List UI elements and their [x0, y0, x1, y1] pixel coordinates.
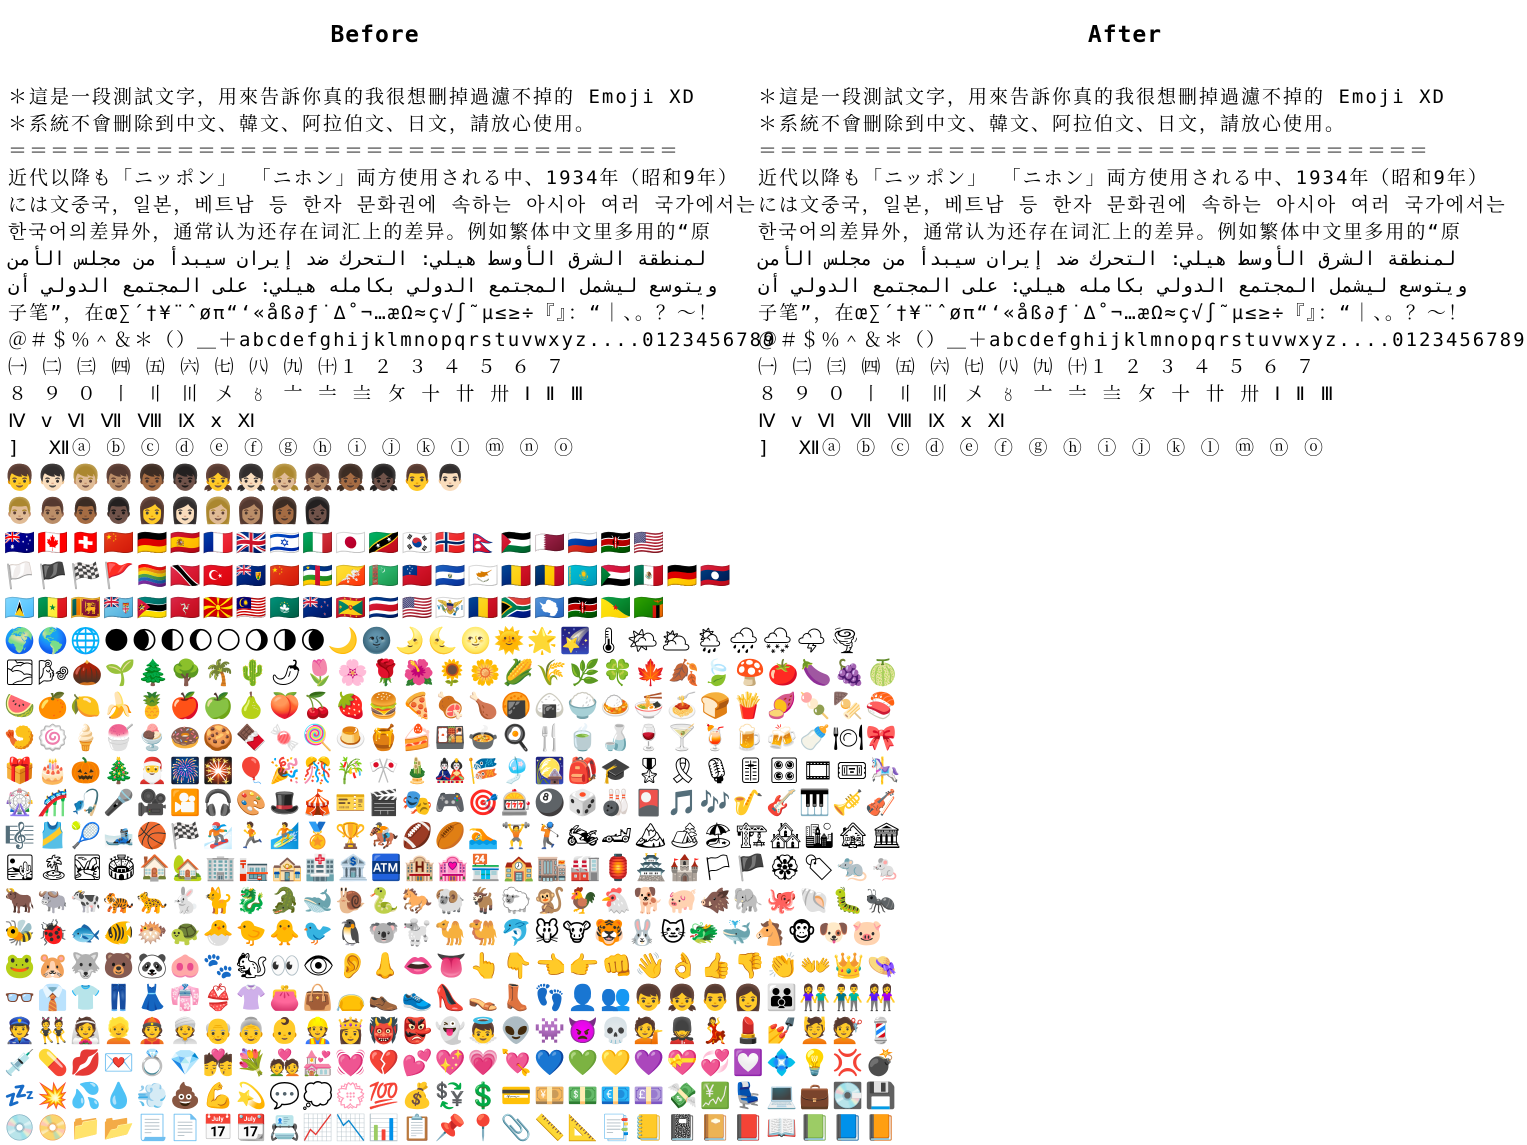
- text-line: 子笔”，在œ∑´†¥¨ˆøπ“‘«åß∂ƒ˙∆˚¬…æΩ≈ç√∫˜µ≤≥÷『』：“｜、。？～！: [758, 302, 1469, 324]
- emoji-row: 🌫🌬🌰🌱🌲🌳🌴🌵🌶🌷🌸🌹🌺🌻🌼🌽🌾🌿🍀🍁🍂🍃🍄🍅🍆🍇🍈: [4, 658, 901, 687]
- before-emoji-block: [4, 462, 905, 1145]
- text-line: ＝＝＝＝＝＝＝＝＝＝＝＝＝＝＝＝＝＝＝＝＝＝＝＝＝＝＝＝＝＝＝＝: [758, 140, 1431, 162]
- emoji-row: 🎁🎂🎃🎄🎅🎆🎇🎈🎉🎊🎋🎌🎍🎎🎏🎐🎑🎒🎓🎖🎗🎙🎚🎛🎞🎟🎠: [4, 755, 903, 785]
- emoji-row: 💤💥💦💧💨💩💪💫💬💭💮💯💰💱💲💳💴💵💶💷💸💹💺💻💼💽💾: [4, 1080, 899, 1110]
- text-line: ＝＝＝＝＝＝＝＝＝＝＝＝＝＝＝＝＝＝＝＝＝＝＝＝＝＝＝＝＝＝＝＝: [8, 140, 681, 162]
- emoji-row: 🐸🐹🐺🐻🐼🐽🐾🐿👀👁👂👃👄👅👆👇👈👉👊👋👌👍👎👏👐👑👒: [4, 950, 900, 980]
- text-line: には文중국，일본，베트남 등 한자 문화권에 속하는 아시아 여러 국가에서는: [758, 194, 1507, 216]
- emoji-row: 👨🏼👨🏽👨🏾👨🏿👩👩🏻👩🏼👩🏽👩🏾👩🏿: [4, 495, 336, 525]
- text-line: 近代以降も「ニッポン」 「ニホン」両方使用される中、1934年（昭和9年）: [758, 167, 1489, 189]
- text-line: ＊系統不會刪除到中文、韓文、阿拉伯文、日文，請放心使用。: [8, 113, 597, 135]
- text-line: ８ ９ ０ 〡 〢 〣 〤 〥 〦 〧 〨 〩 〸 〹 〺 Ⅰ Ⅱ Ⅲ: [8, 383, 586, 405]
- text-line: ＊系統不會刪除到中文、韓文、阿拉伯文、日文，請放心使用。: [758, 113, 1347, 135]
- text-line: Ⅳ ⅴ Ⅵ Ⅶ Ⅷ Ⅸ ⅹ Ⅺ: [758, 410, 1008, 432]
- text-line: ＊這是一段測試文字，用來告訴你真的我很想刪掉過濾不掉的 Emoji XD: [8, 86, 696, 108]
- text-line: ] Ⅻⓐ ⓑ ⓒ ⓓ ⓔ ⓕ ⓖ ⓗ ⓘ ⓙ ⓚ ⓛ ⓜ ⓝ ⓞ: [8, 437, 575, 459]
- emoji-row: 👮👯👰👱👲👳👴👵👶👷👸👹👺👻👼👽👾👿💀💁💂💃💄💅💆💇💈: [4, 1015, 899, 1045]
- text-line: ＊這是一段測試文字，用來告訴你真的我很想刪掉過濾不掉的 Emoji XD: [758, 86, 1446, 108]
- text-line: ويتوسع ليشمل المجتمع الدولي بكامله هيلي: على المجتمع الدولي أن: [8, 275, 718, 297]
- emoji-row: 🐝🐞🐟🐠🐡🐢🐣🐤🐥🐦🐧🐨🐩🐪🐫🐬🐭🐮🐯🐰🐱🐲🐳🐴🐵🐶🐷: [4, 918, 885, 947]
- text-line: 近代以降も「ニッポン」 「ニホン」両方使用される中、1934年（昭和9年）: [8, 167, 739, 189]
- before-text-block: [8, 84, 777, 462]
- text-line: 한국어의差异外，通常认为还存在词汇上的差异。例如繁体中文里多用的“原: [8, 221, 712, 243]
- emoji-row: 👓👔👕👖👗👘👙👚👛👜👝👞👟👠👡👢👣👤👥👦👧👨👩👪👫👬👭: [4, 983, 899, 1012]
- emoji-row: 🏜🏝🏞🏟🏠🏡🏢🏣🏤🏥🏦🏧🏨🏩🏪🏫🏬🏭🏮🏯🏰🏳🏴🏵🏷🐀🐁: [4, 853, 903, 882]
- emoji-row: 🍤🍥🍦🍧🍨🍩🍪🍫🍬🍭🍮🍯🍰🍱🍲🍳🍴🍵🍶🍷🍸🍹🍺🍻🍼🍽🎀: [4, 723, 900, 752]
- emoji-row: 💿📀📁📂📃📄📅📆📇📈📉📊📋📌📍📎📏📐📑📒📓📔📕📖📗📘📙: [4, 1113, 899, 1142]
- emoji-row: 🎡🎢🎣🎤🎥🎦🎧🎨🎩🎪🎫🎬🎭🎮🎯🎰🎱🎲🎳🎴🎵🎶🎷🎸🎹🎺🎻: [4, 788, 899, 817]
- text-line: ８ ９ ０ 〡 〢 〣 〤 〥 〦 〧 〨 〩 〸 〹 〺 Ⅰ Ⅱ Ⅲ: [758, 383, 1336, 405]
- text-line: ويتوسع ليشمل المجتمع الدولي بكامله هيلي: على المجتمع الدولي أن: [758, 275, 1468, 297]
- text-line: لمنطقة الشرق الأوسط هيلي: التحرك ضد إيران سيبدأ من مجلس الأمن: [758, 248, 1456, 270]
- text-line: ＠＃＄％＾＆＊（）＿＋abcdefghijklmnopqrstuvwxyz....0123456789: [758, 329, 1527, 351]
- emoji-row: 🎼🎽🎾🎿🏀🏁🏂🏃🏄🏅🏆🏇🏈🏉🏊🏋🏌🏍🏎🏔🏕🏖🏗🏘🏙🏚🏛: [4, 820, 905, 850]
- emoji-row: 🇦🇺🇨🇦🇨🇭🇨🇳🇩🇪🇪🇸🇫🇷🇬🇧🇮🇱🇮🇹🇯🇵🇰🇳🇰🇷🇳🇴🇳🇵🇵🇸🇶🇦🇷🇺🇰🇪🇺🇸: [4, 528, 667, 557]
- text-line: Ⅳ ⅴ Ⅵ Ⅶ Ⅷ Ⅸ ⅹ Ⅺ: [8, 410, 258, 432]
- text-line: ] Ⅻⓐ ⓑ ⓒ ⓓ ⓔ ⓕ ⓖ ⓗ ⓘ ⓙ ⓚ ⓛ ⓜ ⓝ ⓞ: [758, 437, 1325, 459]
- emoji-row: 🐂🐃🐄🐅🐆🐇🐈🐉🐊🐋🐌🐍🐎🐏🐐🐑🐒🐓🐔🐕🐖🐗🐘🐙🐚🐛🐜: [4, 885, 899, 915]
- text-line: لمنطقة الشرق الأوسط هيلي: التحرك ضد إيران سيبدأ من مجلس الأمن: [8, 248, 706, 270]
- after-text-block: [758, 84, 1527, 462]
- emoji-row: 🏳️🏴🏁🚩🏳️‍🌈🇹🇹🇹🇷🇹🇨🇨🇳🇨🇫🇧🇹🇹🇲🇼🇸🇸🇻🇨🇾🇷🇴🇹🇩🇰🇿🇸🇩🇲🇽🇩🇪🇱🇦: [4, 560, 733, 590]
- text-line: ㈠ ㈡ ㈢ ㈣ ㈤ ㈥ ㈦ ㈧ ㈨ ㈩１ ２ ３ ４ ５ ６ ７: [8, 356, 567, 378]
- emoji-row: 🇱🇨🇸🇳🇱🇰🇫🇯🇲🇿🇮🇲🇲🇰🇲🇾🇲🇴🇳🇿🇬🇩🇨🇷🇺🇸🇻🇮🇷🇴🇿🇦🇦🇶🇰🇪🇬🇫🇿🇲: [4, 593, 667, 622]
- after-title: After: [1087, 22, 1163, 48]
- after-panel: [750, 0, 1527, 1118]
- text-line: 子笔”，在œ∑´†¥¨ˆøπ“‘«åß∂ƒ˙∆˚¬…æΩ≈ç√∫˜µ≤≥÷『』：“｜、。？～！: [8, 302, 719, 324]
- before-title: Before: [330, 22, 420, 48]
- emoji-row: 💉💊💋💌💍💎💏💐💑💒💓💔💕💖💗💘💙💚💛💜💝💞💟💠💡💢💣: [4, 1048, 899, 1077]
- text-line: ＠＃＄％＾＆＊（）＿＋abcdefghijklmnopqrstuvwxyz....0123456789: [8, 329, 777, 351]
- text-line: には文중국，일본，베트남 등 한자 문화권에 속하는 아시아 여러 국가에서는: [8, 194, 757, 216]
- emoji-row: 👦👦🏻👦🏼👦🏽👦🏾👦🏿👧👧🏻👧🏼👧🏽👧🏾👧🏿👨👨🏻: [4, 463, 468, 492]
- text-line: 한국어의差异外，通常认为还存在词汇上的差异。例如繁体中文里多用的“原: [758, 221, 1462, 243]
- emoji-row: 🌍🌎🌐🌑🌒🌓🌔🌕🌖🌗🌘🌙🌚🌛🌜🌝🌞🌟🌠🌡🌤🌥🌦🌧🌨🌩🌪: [4, 625, 863, 655]
- emoji-row: 🍉🍊🍋🍌🍍🍎🍏🍐🍑🍒🍓🍔🍕🍖🍗🍘🍙🍚🍛🍜🍝🍞🍟🍠🍡🍢🍣: [4, 690, 899, 720]
- text-line: ㈠ ㈡ ㈢ ㈣ ㈤ ㈥ ㈦ ㈧ ㈨ ㈩１ ２ ３ ４ ５ ６ ７: [758, 356, 1317, 378]
